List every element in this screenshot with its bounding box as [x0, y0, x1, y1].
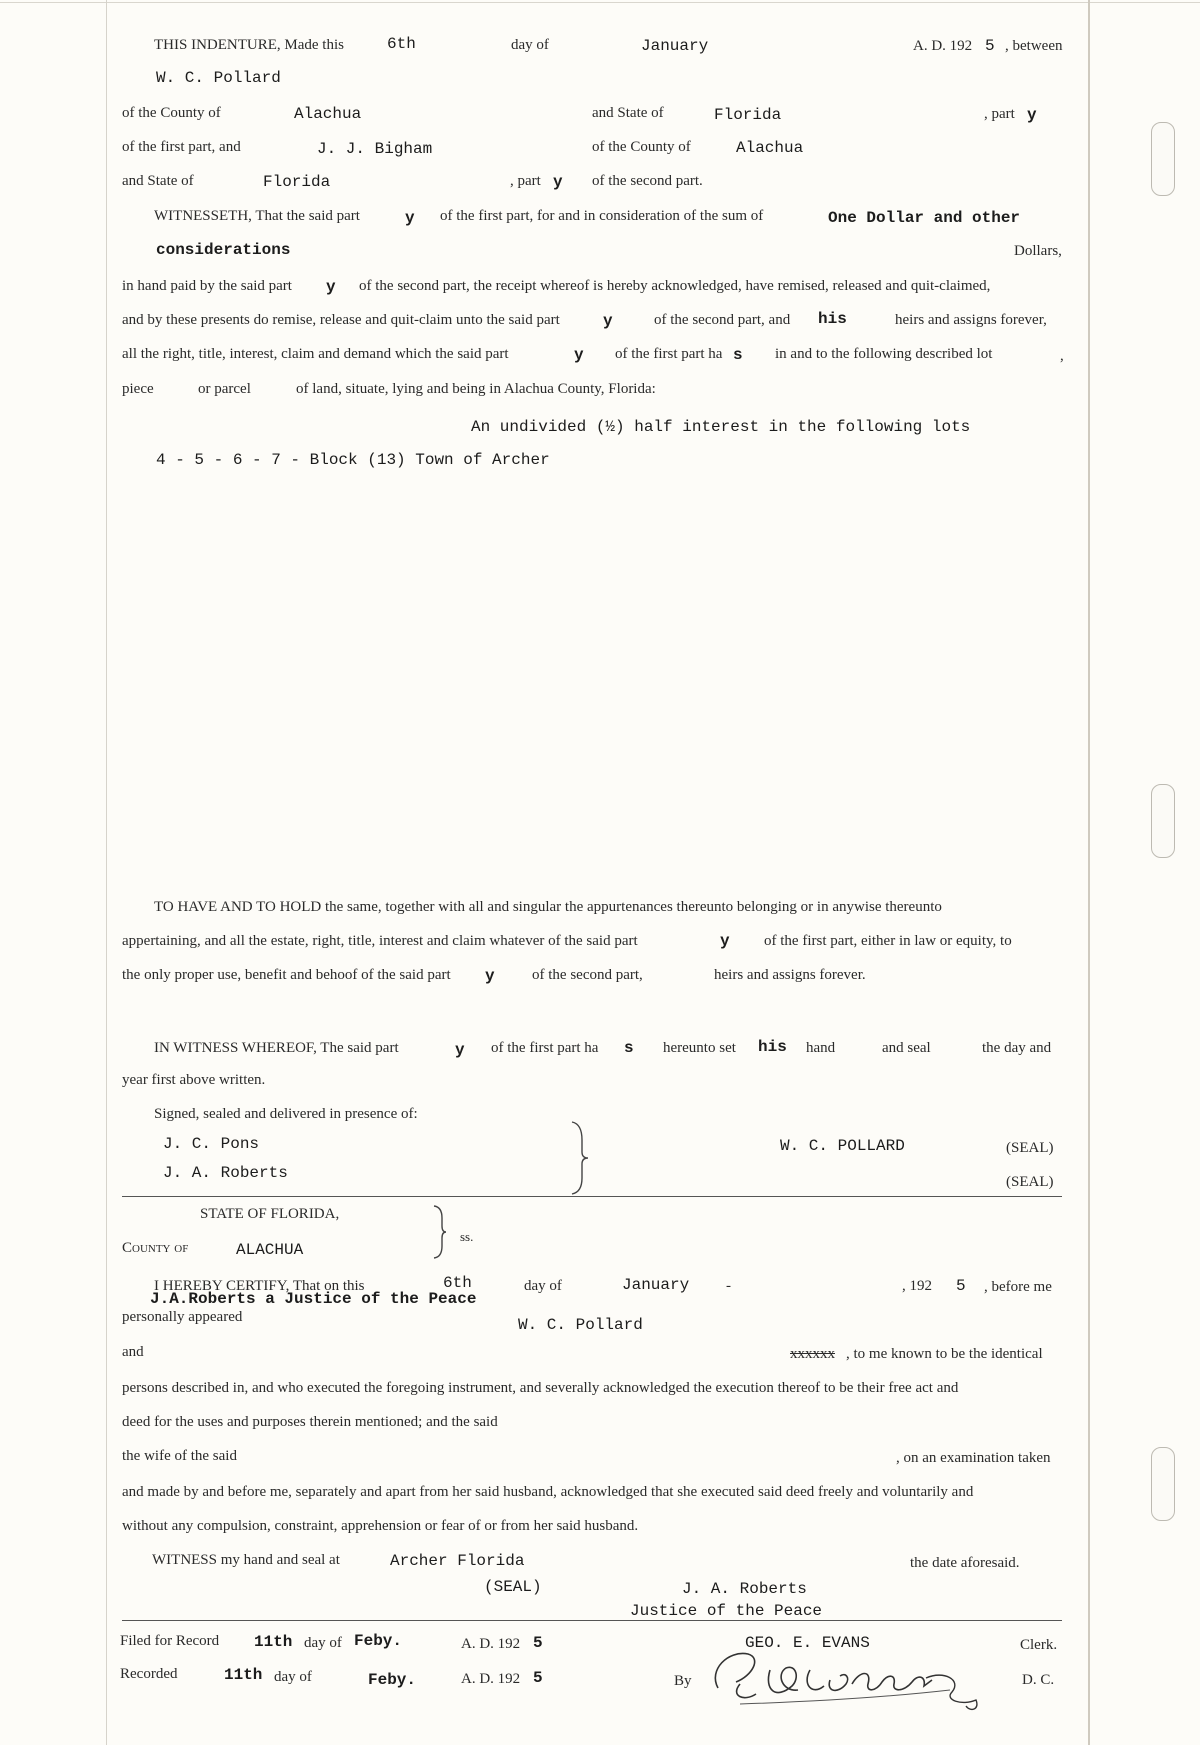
filed-label: Filed for Record	[120, 1633, 220, 1649]
witnesseth-line5-has: s	[733, 346, 743, 364]
dc-label: D. C.	[1022, 1672, 1055, 1688]
witnesseth-line4-suffix: y	[603, 312, 613, 330]
ack-brace	[432, 1204, 448, 1260]
indenture-between: , between	[1005, 38, 1063, 54]
county-label-1: of the County of	[122, 105, 221, 121]
witness-1: J. C. Pons	[163, 1135, 260, 1153]
recorded-day: 11th	[224, 1666, 263, 1684]
witnesseth-line3a: in hand paid by the said part	[122, 278, 292, 294]
habendum-line3b: of the second part,	[532, 967, 643, 983]
witnesseth-line4c: heirs and assigns forever,	[895, 312, 1047, 328]
by-label: By	[674, 1673, 692, 1689]
grantor-name: W. C. Pollard	[156, 69, 281, 87]
indenture-year-digit: 5	[985, 37, 995, 55]
filed-ad: A. D. 192	[461, 1636, 521, 1652]
in-witness-line2: year first above written.	[122, 1072, 266, 1088]
witness-2: J. A. Roberts	[163, 1164, 288, 1182]
consideration-text: of the first part, for and in consideration of the sum of	[440, 208, 764, 224]
seal-1: (SEAL)	[1006, 1140, 1054, 1156]
ack-wife: the wife of the said	[122, 1448, 237, 1464]
ack-appeared-value: W. C. Pollard	[518, 1316, 643, 1334]
witnesseth-line6b: or parcel	[198, 381, 251, 397]
grantor-state: Florida	[714, 106, 782, 124]
recorded-month: Feby.	[368, 1671, 417, 1689]
page-top-edge	[0, 2, 1200, 3]
recorded-label: Recorded	[120, 1666, 178, 1682]
ack-without: without any compulsion, constraint, apprehension or fear of or from her said husband.	[122, 1518, 639, 1534]
ack-year-prefix: , 192	[902, 1278, 932, 1294]
ack-before-me: , before me	[984, 1279, 1052, 1295]
witnesseth-line3-suffix: y	[326, 278, 336, 296]
clerk-name: GEO. E. EVANS	[745, 1634, 870, 1652]
in-witness-set: hereunto set	[663, 1040, 736, 1056]
party-label-1: , part	[984, 106, 1015, 122]
ack-known: , to me known to be the identical	[846, 1346, 1043, 1362]
page-left-edge	[106, 0, 107, 1745]
ack-struck-text: xxxxxx	[790, 1346, 835, 1362]
section-divider-2	[122, 1620, 1062, 1621]
witnesseth-line3b: of the second part, the receipt whereof is hereby acknowledged, have remised, released and quit-claimed,	[359, 278, 991, 294]
ack-year-digit: 5	[956, 1277, 966, 1295]
in-witness-mid: of the first part ha	[491, 1040, 599, 1056]
recorded-dayof: day of	[274, 1669, 312, 1685]
ack-place: Archer Florida	[390, 1552, 525, 1570]
county-label-2: of the County of	[592, 139, 691, 155]
witness-brace	[568, 1120, 590, 1196]
in-witness-his: his	[758, 1038, 787, 1056]
description-line2: 4 - 5 - 6 - 7 - Block (13) Town of Archer	[156, 451, 550, 469]
ack-state: STATE OF FLORIDA,	[200, 1206, 340, 1222]
first-part-label: of the first part, and	[122, 139, 241, 155]
ack-made: and made by and before me, separately and apart from her said husband, acknowledged that she executed said deed freely and voluntarily and	[122, 1484, 974, 1500]
recorded-ad: A. D. 192	[461, 1671, 521, 1687]
section-divider-1	[122, 1196, 1062, 1197]
in-witness-hand: hand	[806, 1040, 836, 1056]
indenture-month: January	[641, 37, 709, 55]
ack-persons: persons described in, and who executed the foregoing instrument, and severally acknowledged the execution thereof to be their free act and	[122, 1380, 959, 1396]
witnesseth-line5-suffix: y	[574, 346, 584, 364]
filed-year: 5	[533, 1634, 543, 1652]
habendum-line1: TO HAVE AND TO HOLD the same, together with all and singular the appurtenances thereunto belonging or in anywise thereunto	[154, 899, 942, 915]
ack-officer-signature: J. A. Roberts	[682, 1580, 807, 1598]
ack-appeared: personally appeared	[122, 1309, 243, 1325]
binder-hole-middle	[1151, 784, 1175, 858]
ack-officer-title: Justice of the Peace	[630, 1602, 823, 1620]
habendum-line2-suffix: y	[720, 932, 730, 950]
description-line1: An undivided (½) half interest in the following lots	[471, 418, 971, 436]
dollars-label: Dollars,	[1014, 243, 1062, 259]
consideration-sum-2: considerations	[156, 241, 291, 259]
witnesseth-line5a: all the right, title, interest, claim and demand which the said part	[122, 346, 509, 362]
ack-date-aforesaid: the date aforesaid.	[910, 1555, 1020, 1571]
ack-witness-lead: WITNESS my hand and seal at	[152, 1552, 340, 1568]
indenture-day-of: day of	[511, 37, 549, 53]
filed-dayof: day of	[304, 1635, 342, 1651]
grantee-name: J. J. Bigham	[317, 140, 433, 158]
party-suffix-1: y	[1027, 106, 1037, 124]
in-witness-lead: IN WITNESS WHEREOF, The said part	[154, 1040, 399, 1056]
ack-deed: deed for the uses and purposes therein mentioned; and the said	[122, 1414, 498, 1430]
ack-county-label: County of	[122, 1240, 189, 1256]
grantee-county: Alachua	[736, 139, 804, 157]
witnesseth-line4-his: his	[818, 310, 847, 328]
ack-exam: , on an examination taken	[896, 1450, 1051, 1466]
page-right-edge	[1088, 0, 1090, 1745]
seal-2: (SEAL)	[1006, 1174, 1054, 1190]
filed-day: 11th	[254, 1633, 293, 1651]
habendum-line3a: the only proper use, benefit and behoof of the said part	[122, 967, 451, 983]
witnesseth-line6a: piece	[122, 381, 154, 397]
consideration-sum: One Dollar and other	[828, 209, 1021, 227]
grantee-state: Florida	[263, 173, 331, 191]
grantor-county: Alachua	[294, 105, 362, 123]
habendum-line2b: of the first part, either in law or equity, to	[764, 933, 1012, 949]
binder-hole-bottom	[1151, 1447, 1175, 1521]
in-witness-tail: the day and	[982, 1040, 1052, 1056]
ack-ss: ss.	[460, 1229, 474, 1244]
in-witness-seal: and seal	[882, 1040, 931, 1056]
recorded-year: 5	[533, 1669, 543, 1687]
binder-hole-top	[1151, 122, 1175, 196]
indenture-intro: THIS INDENTURE, Made this	[154, 37, 344, 53]
witnesseth-line5c: in and to the following described lot	[775, 346, 993, 362]
grantor-signature: W. C. POLLARD	[780, 1137, 905, 1155]
habendum-line3-suffix: y	[485, 967, 495, 985]
witnesseth-line6c: of land, situate, lying and being in Alachua County, Florida:	[296, 381, 656, 397]
witnesseth-line4a: and by these presents do remise, release and quit-claim unto the said part	[122, 312, 560, 328]
state-label-1: and State of	[592, 105, 664, 121]
ack-county-value: ALACHUA	[236, 1241, 304, 1259]
ack-and: and	[122, 1344, 144, 1360]
filed-month: Feby.	[354, 1632, 403, 1650]
ack-day-of: day of	[524, 1278, 562, 1294]
witnesseth-party-suffix: y	[405, 209, 415, 227]
witnesseth-line5b: of the first part ha	[615, 346, 723, 362]
ack-month: January	[622, 1276, 690, 1294]
witnesseth-line5-comma: ,	[1060, 348, 1064, 364]
ack-officer: J.A.Roberts a Justice of the Peace	[150, 1290, 477, 1308]
habendum-line2a: appertaining, and all the estate, right, title, interest and claim whatever of the said part	[122, 933, 638, 949]
habendum-line3c: heirs and assigns forever.	[714, 967, 866, 983]
ack-day: 6th	[443, 1274, 472, 1292]
second-part-label: of the second part.	[592, 173, 703, 189]
state-label-2: and State of	[122, 173, 194, 189]
in-witness-party-suffix: y	[455, 1041, 465, 1059]
signed-presence: Signed, sealed and delivered in presence of:	[154, 1106, 418, 1122]
deputy-clerk-signature	[700, 1640, 1000, 1718]
witnesseth-line4b: of the second part, and	[654, 312, 791, 328]
party-label-2: , part	[510, 173, 541, 189]
clerk-label: Clerk.	[1020, 1637, 1058, 1653]
ack-certify: I HEREBY CERTIFY, That on this	[154, 1278, 365, 1294]
in-witness-has-suffix: s	[624, 1039, 634, 1057]
ack-dash: -	[726, 1278, 731, 1294]
ack-seal: (SEAL)	[484, 1578, 542, 1596]
indenture-day: 6th	[387, 35, 416, 53]
indenture-ad: A. D. 192	[913, 38, 973, 54]
witnesseth-lead: WITNESSETH, That the said part	[154, 208, 360, 224]
party-suffix-2: y	[553, 173, 563, 191]
